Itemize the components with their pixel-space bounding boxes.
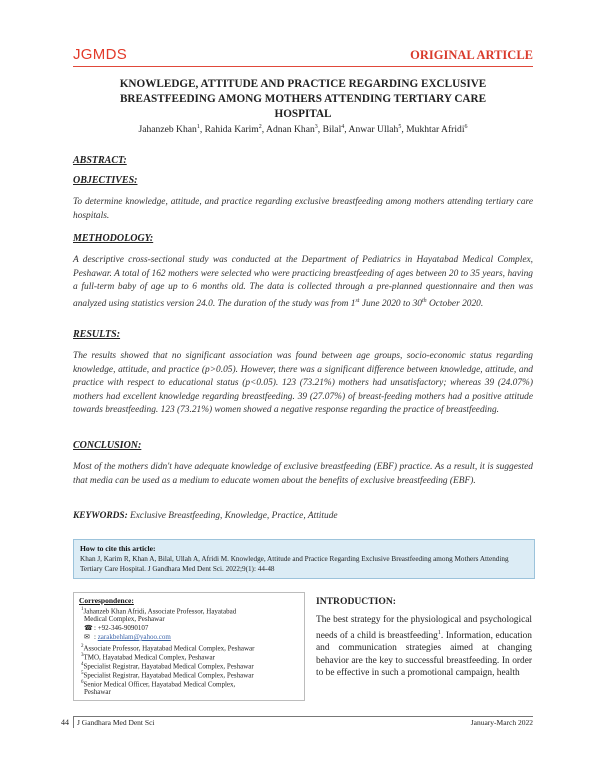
title-line: BREASTFEEDING AMONG MOTHERS ATTENDING TERTIARY CARE (119, 93, 487, 105)
keywords-label: KEYWORDS: (73, 511, 128, 521)
author-name: Mukhtar Afridi (406, 124, 465, 136)
correspondence-name: $^1$Jahanzeb Khan Afridi, Associate Professor, Hayatabad (81, 607, 237, 616)
article-type: ORIGINAL ARTICLE (410, 48, 533, 62)
correspondence-affiliation: Medical Complex, Peshawar (84, 615, 165, 623)
phone-icon: ☎ (84, 624, 93, 632)
introduction-heading: INTRODUCTION: (316, 596, 396, 607)
journal-logo: JGMDS (73, 46, 127, 63)
author-name: Rahida Karim (204, 124, 259, 136)
author-name: Anwar Ullah (348, 124, 399, 136)
keywords (73, 511, 533, 521)
conclusion-text: Most of the mothers didn't have adequate knowledge of exclusive breastfeeding (EBF) practice. As a result, it is suggested that media can be used as a medium to educate women about the benefits of exclusive breastfeeding (EBF). (73, 462, 533, 486)
citation-title: How to cite this article: (80, 544, 156, 553)
methodology-text: A descriptive cross-sectional study was conducted at the Department of Pediatrics in Hayatabad Medical Complex, Peshawar. A total of 162 mothers were selected who were practicing breastfeeding of ages between 20 to 35 years, having a full-term baby of age up to 6 months old. The data is collected through a pre-planned questionnaire and then was analyzed using statistics version 24.0. The duration of the study was from 1st June 2020 to 30th October 2020. (73, 255, 533, 309)
affiliation-5: $^5$Specialist Registrar, Hayatabad Medical Complex, Peshawar (81, 671, 254, 680)
email-link[interactable]: zarakbehlam@yahoo.com (97, 633, 171, 641)
title-line: HOSPITAL (274, 108, 332, 120)
footer-date: January-March 2022 (470, 718, 533, 727)
author-name: Adnan Khan (266, 124, 315, 136)
author-name: Bilal (322, 124, 342, 136)
correspondence-email-row: ✉ : zarakbehlam@yahoo.com (84, 633, 171, 641)
email-icon: ✉ (84, 633, 90, 641)
footer-rule (73, 716, 533, 717)
affiliation-2: $^2$Associate Professor, Hayatabad Medical Complex, Peshawar (81, 644, 255, 653)
abstract-heading: ABSTRACT: (73, 155, 127, 166)
affiliation-4: $^4$Specialist Registrar, Hayatabad Medical Complex, Peshawar (81, 662, 254, 671)
correspondence-phone: ☎: +92-346-9090107 (84, 624, 149, 632)
affiliation-6: $^6$Senior Medical Officer, Hayatabad Medical Complex, (81, 680, 236, 689)
correspondence-title: Correspondence: (79, 596, 134, 605)
introduction-text: The best strategy for the physiological and psychological needs of a child is breastfeeding$^1$. Information, education and communication strategies aimed at changing behavior are the key to successful breastfeeding. In order to be effective in such a promotional campaign, health (316, 615, 532, 679)
affiliation-3: $^3$TMO, Hayatabad Medical Complex, Peshawar (81, 653, 215, 662)
author-list: Jahanzeb Khan$^1$, Rahida Karim$^2$, Adnan Khan$^3$, Bilal$^4$, Anwar Ullah$^5$, Mukhtar Afridi$^6$ (138, 124, 468, 136)
conclusion-heading: CONCLUSION: (73, 440, 142, 451)
footer-journal: J Gandhara Med Dent Sci (77, 718, 155, 727)
objectives-heading: OBJECTIVES: (73, 175, 138, 186)
results-heading: RESULTS: (73, 329, 121, 340)
header-rule (73, 66, 533, 67)
keywords-text: Exclusive Breastfeeding, Knowledge, Practice, Attitude (127, 511, 338, 521)
objectives-text: To determine knowledge, attitude, and practice regarding exclusive breastfeeding among mothers attending tertiary care hospitals. (73, 197, 533, 221)
affiliation-6-cont: Peshawar (84, 688, 111, 696)
title-line: KNOWLEDGE, ATTITUDE AND PRACTICE REGARDING EXCLUSIVE (119, 78, 487, 90)
author-name: Jahanzeb Khan (138, 124, 197, 136)
article-title (73, 77, 533, 122)
citation-text: Khan J, Karim R, Khan A, Bilal, Ullah A, Afridi M. Knowledge, Attitude and Practice Regarding Exclusive Breastfeeding among Mothers Attending Tertiary Care Hospital. J Gandhara Med Dent Sci. 2022;9(1): 44-48 (80, 555, 509, 573)
page-separator (73, 716, 74, 728)
page-number: 44 (61, 718, 69, 727)
results-text: The results showed that no significant association was found between age groups, socio-economic status regarding knowledge, attitude, and practice (p>0.05). However, there was a significant difference between knowledge, attitude, and practice with respect to educational status (p<0.05). 123 (73.21%) mothers had unsatisfactory; whereas 39 (24.07%) mothers had excellent knowledge regarding breastfeeding. 39 (27.07%) of breast-feeding mothers had a positive attitude towards breastfeeding. 123 (73.21%) women showed a negative response regarding the practice of breastfeeding. (73, 351, 533, 416)
methodology-heading: METHODOLOGY: (73, 233, 154, 244)
